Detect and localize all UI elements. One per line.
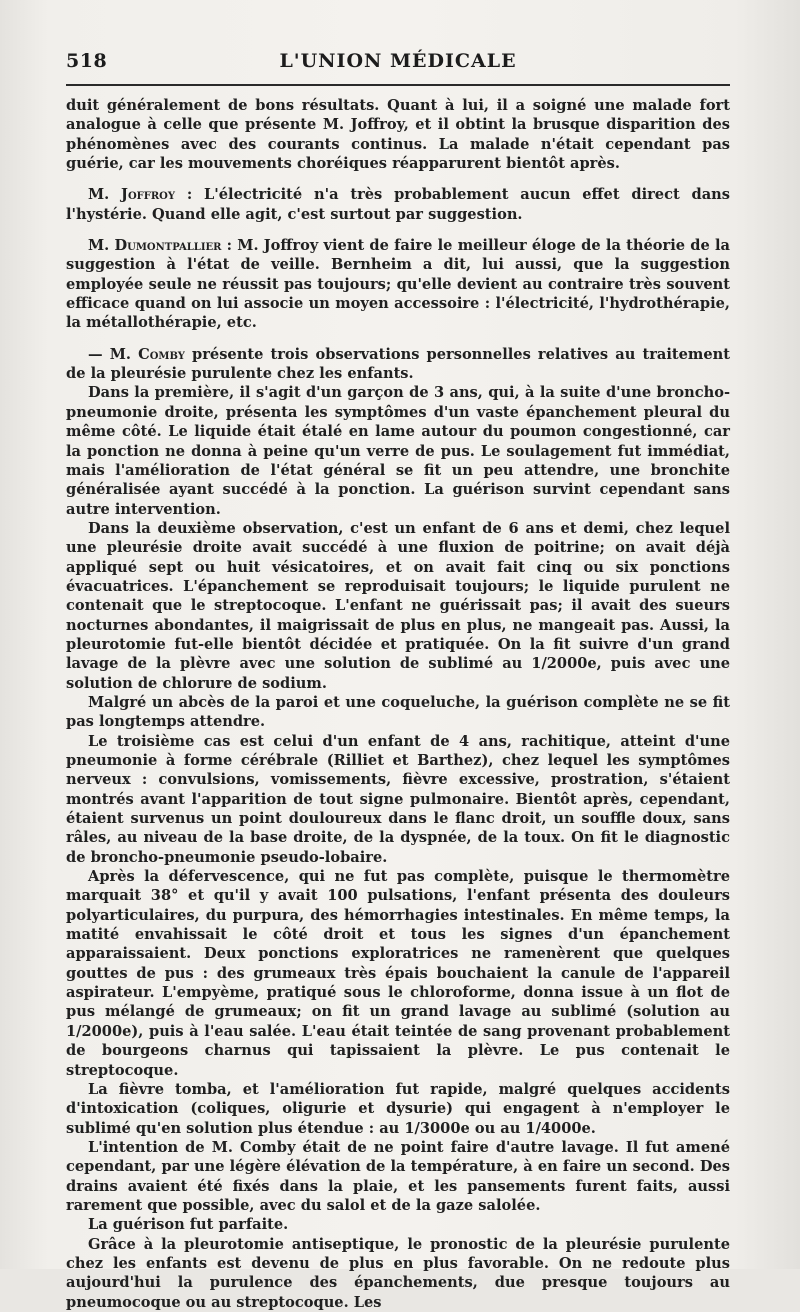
- paragraph-text: : M. Joffroy vient de faire le meilleur éloge de la théorie de la suggestion à l'état de veille. Bernheim a dit, lui aussi, que la suggestion employée seule ne réussit pas toujours; qu'elle devient au contraire très souvent efficace quand on lui associe un moyen accessoire : l'électricité, l'hydrothérapie, la métallothérapie, etc.: [66, 237, 730, 332]
- page-number: 518: [66, 50, 108, 72]
- paragraph-intention: L'intention de M. Comby était de ne point faire d'autre lavage. Il fut amené cependant, par une légère élévation de la température, à en faire un second. Des drains avaient été fixés dans la plaie, et les pansements furent faits, aussi rarement que possible, avec du salol et de la gaze salolée.: [66, 1138, 730, 1214]
- running-title: L'UNION MÉDICALE: [279, 50, 517, 72]
- speaker-name: Comby: [138, 345, 185, 363]
- paragraph-case-two: Dans la deuxième observation, c'est un enfant de 6 ans et demi, chez lequel une pleurésie droite avait succédé à une fluxion de poitrine; on avait déjà appliqué sept ou huit vésicatoires, et on avait fait cinq ou six ponctions évacuatrices. L'épanchement se reproduisait toujours; le liquide purulent ne contenait que le streptocoque. L'enfant ne guérissait pas; il avait des sueurs nocturnes abondantes, il maigrissait de plus en plus, ne mangeait pas. Aussi, la pleurotomie fut-elle bientôt décidée et pratiquée. On la fit suivre d'un grand lavage de la plèvre avec une solution de sublimé au 1/2000e, puis avec une solution de chlorure de sodium.: [66, 519, 730, 692]
- paragraph-text: : L'électricité n'a très probablement aucun effet direct dans l'hystérie. Quand elle agit, c'est surtout par suggestion.: [66, 186, 731, 223]
- speaker-name: M. Joffroy: [88, 186, 176, 204]
- paragraph-text: présente trois observations personnelles relatives au traitement de la pleurésie purulente chez les enfants.: [66, 345, 730, 383]
- page-header: [66, 48, 730, 82]
- paragraph-joffroy: [66, 185, 730, 224]
- header-rule: [66, 84, 730, 86]
- speaker-name: M. Dumontpallier: [88, 237, 222, 255]
- paragraph-comby-intro: [66, 345, 730, 384]
- paragraph-case-three: Le troisième cas est celui d'un enfant de 4 ans, rachitique, atteint d'une pneumonie à forme cérébrale (Rilliet et Barthez), chez lequel les symptômes nerveux : convulsions, vomissements, fièvre excessive, prostration, s'étaient montrés avant l'apparition de tout signe pulmonaire. Bientôt après, cependant, étaient survenus un point douloureux dans le flanc droit, un souffle doux, sans râles, au niveau de la base droite, de la dyspnée, de la toux. On fit le diagnostic de broncho-pneumonie pseudo-lobaire.: [66, 732, 730, 866]
- paragraph-case-one: Dans la première, il s'agit d'un garçon de 3 ans, qui, à la suite d'une broncho-pneumonie droite, présenta les symptômes d'un vaste épanchement pleural du même côté. Le liquide était étalé en lame autour du poumon congestionné, car la ponction ne donna à peine qu'un verre de pus. Le soulagement fut immédiat, mais l'amélioration de l'état général se fit un peu attendre, une bronchite généralisée ayant succédé à la ponction. La guérison survint cependant sans autre intervention.: [66, 384, 730, 518]
- speaker-prefix: — M.: [88, 345, 139, 363]
- paragraph-case-three-course: Après la défervescence, qui ne fut pas complète, puisque le thermomètre marquait 38° et qu'il y avait 100 pulsations, l'enfant présenta des douleurs polyarticulaires, du purpura, des hémorrhagies intestinales. En même temps, la matité envahissait le côté droit et tous les signes d'un épanchement apparaissaient. Deux ponctions exploratrices ne ramenèrent que quelques gouttes de pus : des grumeaux très épais bouchaient la canule de l'appareil aspirateur. L'empyème, pratiqué sous le chloroforme, donna issue à un flot de pus mélangé de grumeaux; on fit un grand lavage au sublimé (solution au 1/2000e), puis à l'eau salée. L'eau était teintée de sang provenant probablement de bourgeons charnus qui tapissaient la plèvre. Le pus contenait le streptocoque.: [66, 868, 730, 1079]
- paragraph-case-two-outcome: Malgré un abcès de la paroi et une coqueluche, la guérison complète ne se fit pas longtemps attendre.: [66, 693, 730, 731]
- paragraph-fever: La fièvre tomba, et l'amélioration fut rapide, malgré quelques accidents d'intoxication (coliques, oligurie et dysurie) qui engagent à n'employer le sublimé qu'en solution plus étendue : au 1/3000e ou au 1/4000e.: [66, 1080, 730, 1137]
- paragraph-prognosis: Grâce à la pleurotomie antiseptique, le pronostic de la pleurésie purulente chez les enfants est devenu de plus en plus favorable. On ne redoute plus aujourd'hui la purulence des épanchements, due presque toujours au pneumocoque ou au streptocoque. Les: [66, 1235, 730, 1311]
- paragraph-continuation: duit généralement de bons résultats. Quant à lui, il a soigné une malade fort analogue à celle que présente M. Joffroy, et il obtint la brusque disparition des phénomènes avec des courants continus. La malade n'était cependant pas guérie, car les mouvements choréiques réapparurent bientôt après.: [66, 97, 730, 173]
- paragraph-healing: La guérison fut parfaite.: [88, 1216, 289, 1234]
- paragraph-dumontpallier: [66, 236, 730, 333]
- body-text: [66, 96, 730, 1312]
